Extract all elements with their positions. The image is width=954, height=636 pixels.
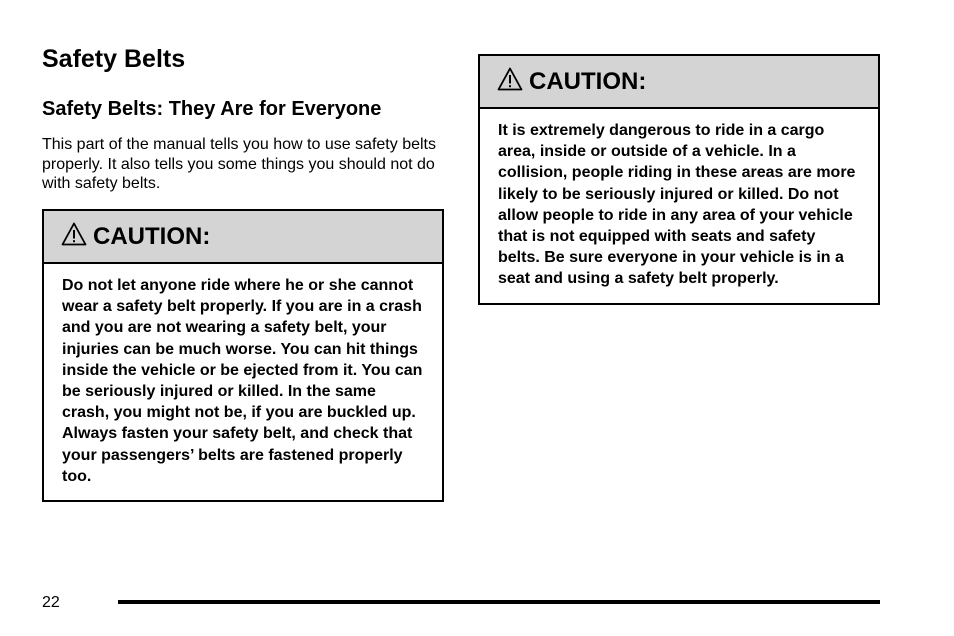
caution-text: Do not let anyone ride where he or she cannot wear a safety belt properly. If you are in a crash and you are not wearing a safety belt, your injuries can be much worse. You can hit things inside the vehicle or be ejected from it. You can be seriously injured or killed. In the same crash, you might not be, if you are buckled up. Always fasten your safety belt, and check that your passengers’ belts are fastened properly too. bbox=[62, 277, 423, 485]
caution-box-cargo-area bbox=[478, 54, 880, 305]
footer-rule bbox=[118, 600, 880, 604]
section-title: Safety Belts bbox=[42, 45, 186, 73]
subsection-title: Safety Belts: They Are for Everyone bbox=[42, 98, 382, 120]
caution-box-crash bbox=[42, 209, 444, 502]
caution-label: CAUTION: bbox=[93, 222, 211, 250]
page-number: 22 bbox=[42, 594, 60, 611]
right-column bbox=[478, 54, 880, 305]
caution-text: It is extremely dangerous to ride in a cargo area, inside or outside of a vehicle. In a collision, people riding in these areas are more likely to be seriously injured or killed. Do not allow people to ride in any area of your vehicle that is not equipped with seats and safety belts. Be sure everyone in your vehicle is in a seat and using a safety belt properly. bbox=[498, 122, 856, 288]
warning-triangle-icon bbox=[497, 67, 523, 91]
intro-paragraph: This part of the manual tells you how to use safety belts properly. It also tells you some things you should not do with safety belts. bbox=[42, 136, 436, 192]
warning-triangle-icon bbox=[61, 222, 87, 246]
caution-header bbox=[44, 211, 442, 264]
caution-label: CAUTION: bbox=[529, 67, 647, 95]
caution-header bbox=[480, 56, 878, 109]
